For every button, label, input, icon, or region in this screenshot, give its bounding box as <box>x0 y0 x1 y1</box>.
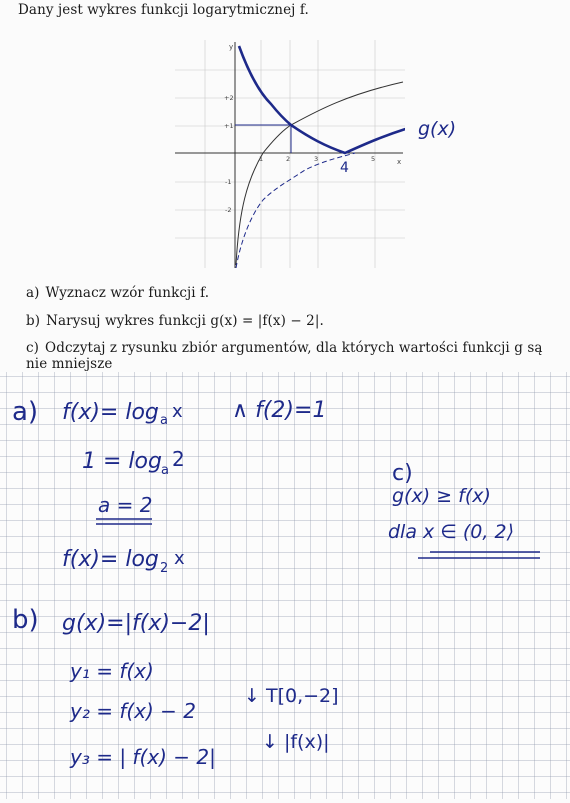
hw-b-label: b) <box>12 605 39 635</box>
g-label: g(x) <box>418 118 457 140</box>
hw-a-condition: ∧ f(2)=1 <box>232 398 327 423</box>
x-tick-5: 5 <box>371 155 376 163</box>
x-tick-3: 3 <box>314 155 319 163</box>
y-axis-label: y <box>229 43 234 51</box>
hw-a-label: a) <box>12 397 39 427</box>
hw-c-label: c) <box>392 461 413 486</box>
hw-a-line4: f(x)= log <box>62 547 159 572</box>
hw-a-line2-end: 2 <box>172 447 185 471</box>
hw-a-line3: a = 2 <box>98 493 153 517</box>
task-a-text: Wyznacz wzór funkcji f. <box>45 285 210 301</box>
hw-b-y2: y₂ = f(x) − 2 <box>70 699 197 723</box>
y-tick-2: +2 <box>224 94 234 102</box>
task-a-letter: a) <box>26 285 40 301</box>
task-c-text: Odczytaj z rysunku zbiór argumentów, dla których wartości funkcji g są nie mniejsze <box>26 340 543 372</box>
hw-c-line1: g(x) ≥ f(x) <box>392 485 491 507</box>
hw-b-y2-note: ↓ T[0,−2] <box>244 685 339 707</box>
x-axis-label: x <box>397 158 402 166</box>
hw-a-line4-sub: 2 <box>160 561 169 576</box>
y-tick-1: +1 <box>224 122 234 130</box>
hw-c-line2: dla x ∈ (0, 2⟩ <box>388 521 514 543</box>
task-b-text: Narysuj wykres funkcji g(x) = |f(x) − 2|. <box>46 313 324 329</box>
hw-a-line4-end: x <box>174 548 185 569</box>
hw-a-line1: f(x)= log <box>62 400 159 425</box>
x-tick-2: 2 <box>286 155 291 163</box>
hw-a-line1-end: x <box>172 401 183 422</box>
y-tick-neg2: -2 <box>225 206 232 214</box>
task-c-letter: c) <box>26 340 40 356</box>
grid-paper <box>0 372 570 799</box>
hw-b-y3-note: ↓ |f(x)| <box>262 731 330 753</box>
task-a <box>26 285 209 301</box>
hw-a-line1-sub: a <box>160 413 168 428</box>
y-tick-neg1: -1 <box>225 178 232 186</box>
hw-a-line2-sub: a <box>161 463 169 478</box>
task-b-letter: b) <box>26 313 41 329</box>
task-b <box>26 313 324 329</box>
hw-b-y3: y₃ = | f(x) − 2| <box>70 745 216 769</box>
x-tick-1: 1 <box>259 155 264 163</box>
hw-b-y1: y₁ = f(x) <box>70 659 154 683</box>
intro-text: Dany jest wykres funkcji logarytmicznej f. <box>18 2 309 18</box>
handwritten-solution <box>0 372 570 799</box>
hw-b-line1: g(x)=|f(x)−2| <box>62 611 210 636</box>
hw-a-line2: 1 = log <box>82 449 162 474</box>
x4-label: 4 <box>340 160 349 176</box>
